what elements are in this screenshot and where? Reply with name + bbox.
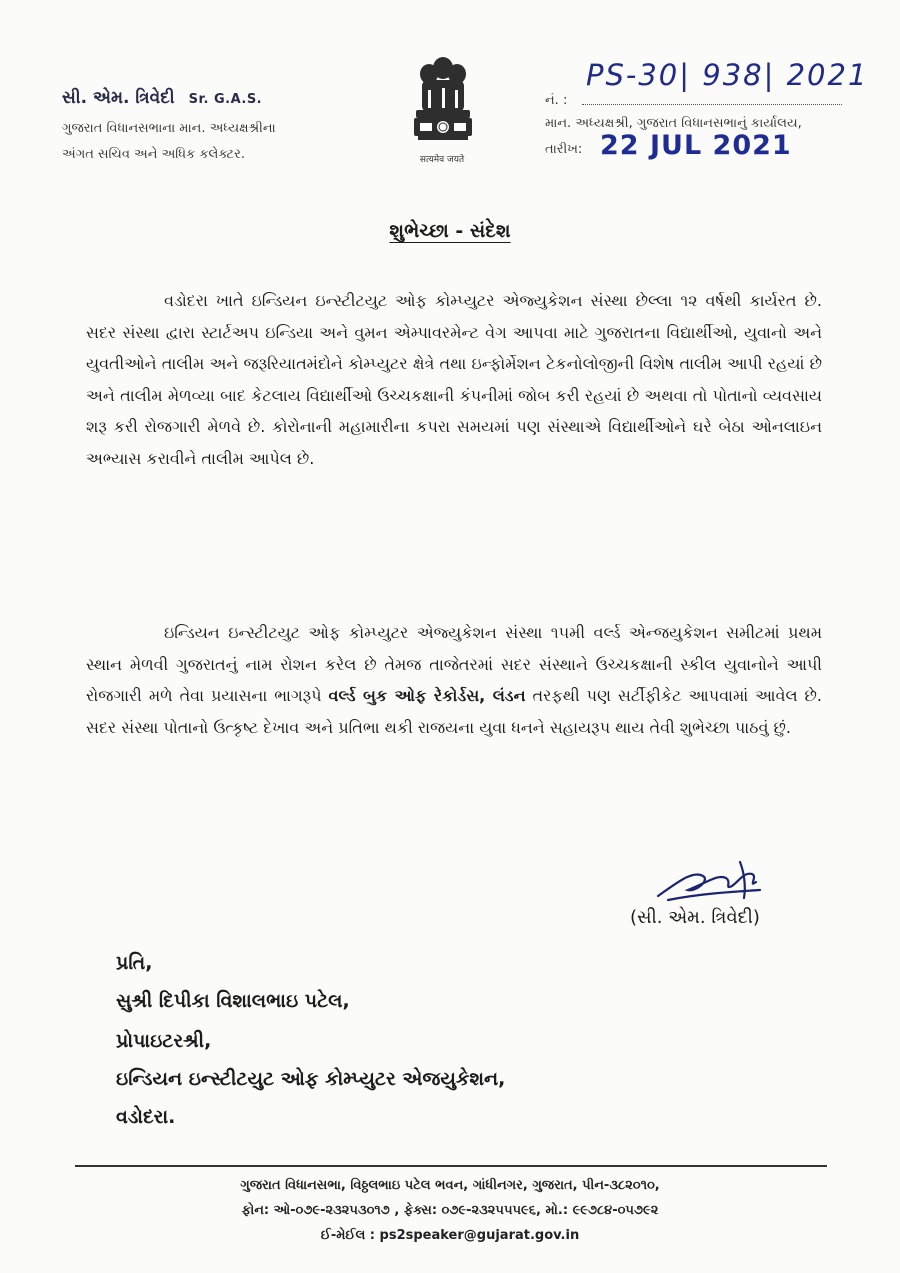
sender-name: સી. એમ. ત્રિવેદી Sr. G.A.S.: [62, 88, 263, 108]
footer-address: ગુજરાત વિધાનસભા, વિઠ્ઠલભાઇ પટેલ ભવન, ગાંધીનગર, ગુજરાત, પીન-૩૮૨૦૧૦,: [240, 1178, 660, 1193]
footer-divider: [75, 1165, 827, 1167]
signature-icon: [648, 852, 778, 908]
footer-phones: ફોન: ઓ-૦૭૯-૨૩૨૫૩૦૧૭ , ફેક્સ: ૦૭૯-૨૩૨૫૫૫૯૬, મો.: ૯૯૭૮૪-૦૫૭૯૨: [241, 1203, 659, 1218]
sender-designation-line2: અંગત સચિવ અને અધિક કલેક્ટર.: [62, 147, 245, 162]
footer-email-label: ઈ-મેઈલ :: [320, 1228, 375, 1243]
letter-title: શુભેચ્છા - સંદેશ: [389, 220, 511, 242]
sender-rank: Sr. G.A.S.: [188, 92, 263, 107]
bold-award-name: વર્લ્ડ બુક ઓફ રેકોર્ડસ, લંડન: [328, 686, 526, 706]
sender-designation-line1: ગુજરાત વિધાનસભાના માન. અધ્યક્ષશ્રીના: [62, 121, 276, 136]
recipient-salutation: પ્રતિ,: [116, 952, 153, 974]
footer-email[interactable]: ps2speaker@gujarat.gov.in: [379, 1228, 580, 1243]
reference-number-handwritten: PS-30| 938| 2021: [586, 58, 869, 92]
date-stamp: 22 JUL 2021: [600, 130, 792, 161]
signatory-name: (સી. એમ. ત્રિવેદી): [630, 907, 760, 928]
office-line: માન. અધ્યક્ષશ્રી, ગુજરાત વિધાનસભાનું કાર્યાલય,: [545, 116, 802, 131]
reference-dotted-line: [582, 104, 842, 105]
recipient-name: સુશ્રી દિપીકા વિશાલભાઇ પટેલ,: [116, 990, 350, 1012]
footer-email-line: [0, 1228, 900, 1243]
recipient-designation: પ્રોપાઇટરશ્રી,: [116, 1030, 212, 1052]
body-paragraph-2: ઇન્ડિયન ઇન્સ્ટીટયુટ ઓફ કોમ્પ્યુટર એજ્યુકેશન સંસ્થા ૧૫મી વર્લ્ડ એન્જયુકેશન સમીટમાં પ્રથમ સ્થાન મેળવી ગુજરાતનું નામ રોશન કરેલ છે તેમજ તાજેતરમાં સદર સંસ્થાને ઉચ્ચકક્ષાની સ્કીલ યુવાનોને આપી રોજગારી મળે તેવા પ્રયાસના ભાગરૂપે વર્લ્ડ બુક ઓફ રેકોર્ડસ, લંડન તરફથી પણ સર્ટીફીકેટ આપવામાં આવેલ છે. સદર સંસ્થા પોતાનો ઉત્કૃષ્ટ દેખાવ અને પ્રતિભા થકી રાજયના યુવા ધનને સહાયરૂપ થાય તેવી શુભેચ્છા પાઠવું છું.: [86, 623, 823, 737]
recipient-organization: ઇન્ડિયન ઇન્સ્ટીટયુટ ઓફ કોમ્પ્યુટર એજયુકેશન,: [116, 1068, 506, 1090]
reference-label: નં. :: [545, 93, 568, 108]
recipient-city: વડોદરા.: [116, 1106, 176, 1128]
date-label: તારીખ:: [545, 142, 583, 157]
emblem-motto: सत्यमेव जयते: [419, 155, 465, 165]
body-paragraph-1: વડોદરા ખાતે ઇન્ડિયન ઇન્સ્ટીટયુટ ઓફ કોમ્પ્યુટર એજ્યુકેશન સંસ્થા છેલ્લા ૧૨ વર્ષથી કાર્યરત છે. સદર સંસ્થા દ્વારા સ્ટાર્ટઅપ ઇન્ડિયા અને વુમન એમ્પાવરમેન્ટ વેગ આપવા માટે ગુજરાતના વિદ્યાર્થીઓ, યુવાનો અને યુવતીઓને તાલીમ અને જરૂરિયાતમંદોને કોમ્પ્યુટર ક્ષેત્રે તથા ઇન્ફોર્મેશન ટેકનોલોજીની વિશેષ તાલીમ આપી રહયાં છે અને તાલીમ મેળવ્યા બાદ કેટલાય વિદ્યાર્થીઓ ઉચ્ચકક્ષાની કંપનીમાં જોબ કરી રહયાં છે અથવા તો પોતાનો વ્યવસાય શરૂ કરી રોજગારી મેળવે છે. કોરોનાની મહામારીના કપરા સમયમાં પણ સંસ્થાએ વિદ્યાર્થીઓને ઘરે બેઠા ઓનલાઇન અભ્યાસ કરાવીને તાલીમ આપેલ છે.: [86, 291, 822, 468]
